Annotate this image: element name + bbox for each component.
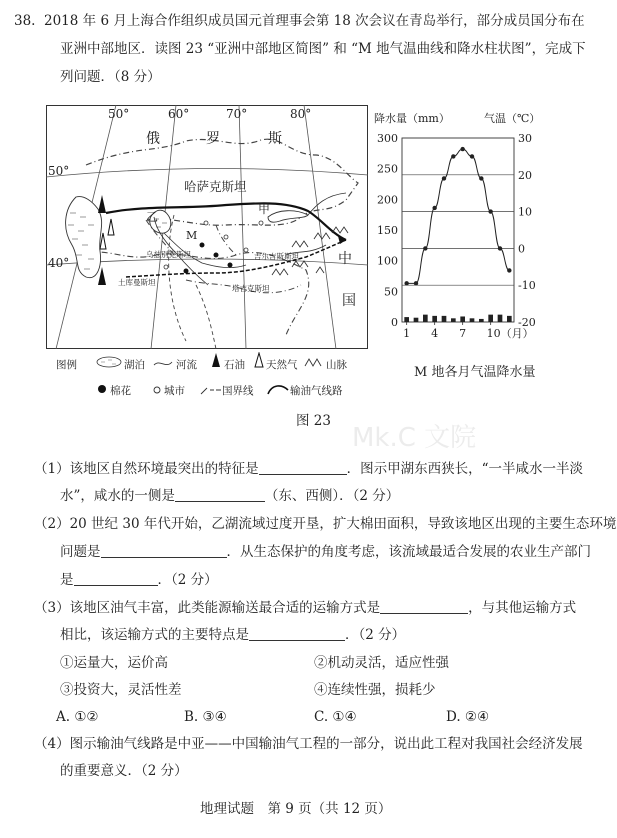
q2-blank-1[interactable] (101, 543, 227, 558)
q3-blank-2[interactable] (249, 626, 345, 641)
river-legend-icon (152, 357, 174, 369)
temperature-point (432, 206, 436, 210)
q2-line-2: 问题是 ．从生态保护的角度考虑，该流域最适合发展的农业生产部门 (60, 544, 591, 560)
intro-line-2: 亚洲中部地区．读图 23 “亚洲中部地区简图” 和 “M 地气温曲线和降水柱状图”，完成下 (60, 41, 586, 57)
q1-blank-1[interactable] (259, 460, 347, 475)
precip-tick-label: 200 (377, 193, 398, 207)
central-asia-map (46, 105, 368, 349)
temp-tick-label: 30 (518, 132, 532, 145)
temperature-point (507, 268, 511, 272)
q3-line-1: （3）该地区油气丰富，此类能源输送最合适的运输方式是 ，与其他运输方式 (34, 600, 577, 616)
temperature-point (479, 176, 483, 180)
q3-choice-d[interactable]: D. ②④ (446, 709, 490, 725)
precip-tick-label: 0 (391, 316, 398, 329)
precip-bar (498, 315, 503, 322)
temp-tick-label: -10 (518, 279, 536, 293)
month-tick-label: 7 (459, 327, 467, 340)
lake-legend-icon (96, 356, 122, 368)
precip-bar (507, 316, 512, 322)
label-china-1: 中 (338, 251, 352, 267)
legend-mountain: 山脉 (326, 359, 347, 371)
label-russia-2: 罗 (206, 131, 220, 147)
temperature-point (414, 281, 418, 285)
label-kazakhstan: 哈萨克斯坦 (184, 179, 247, 194)
legend-lake: 湖泊 (124, 359, 145, 371)
q3-option-4: ④连续性强，损耗少 (314, 682, 436, 698)
label-lake-jia: 甲 (258, 202, 271, 216)
gas-legend-icon (254, 352, 264, 368)
q1-blank-2[interactable] (175, 487, 265, 502)
lat-50: 50° (48, 164, 70, 178)
precip-bar (460, 316, 465, 322)
temperature-point (488, 209, 492, 213)
q2-line-1: （2）20 世纪 30 年代开始，乙湖流域过度开垦，扩大棉田面积，导致该地区出现的主要生态环境 (34, 516, 617, 532)
q3-choice-a[interactable]: A. ①② (56, 709, 99, 725)
label-tajik: 塔吉克斯坦 (232, 284, 270, 293)
chart-title: M 地各月气温降水量 (414, 365, 536, 380)
figure-caption: 图 23 (296, 413, 331, 429)
legend-title: 图例 (56, 359, 77, 371)
pipeline-legend-icon (266, 382, 290, 396)
temp-tick-label: 10 (518, 205, 532, 219)
lon-70: 70° (226, 107, 248, 121)
label-china-2: 国 (342, 293, 356, 309)
q3-option-2: ②机动灵活，适应性强 (314, 655, 449, 671)
q1-line-1: （1）该地区自然环境最突出的特征是 ．图示甲湖东西狭长，“一半咸水一半淡 (34, 461, 583, 477)
temp-axis-label: 气温（℃） (484, 112, 541, 125)
q3-line-2: 相比，该运输方式的主要特点是 ．（2 分） (60, 627, 406, 643)
mountain-legend-icon (304, 356, 326, 368)
precip-tick-label: 100 (377, 254, 398, 268)
question-number: 38. (14, 13, 36, 29)
precip-bar (432, 316, 437, 322)
precip-bar (488, 315, 493, 322)
precip-axis-label: 降水量（mm） (374, 112, 450, 125)
legend-gas: 天然气 (266, 359, 298, 371)
lat-40: 40° (48, 256, 70, 270)
page-footer: 地理试题 第 9 页（共 12 页） (200, 801, 392, 817)
lon-60: 60° (168, 107, 190, 121)
q1-line-2: 水”，咸水的一侧是 （东、西侧）．（2 分） (60, 488, 400, 504)
label-kyrgyz: 吉尔吉斯斯坦 (254, 252, 299, 261)
q4-line-1: （4）图示输油气线路是中亚——中国输油气工程的一部分，说出此工程对我国社会经济发展 (34, 736, 583, 752)
precip-bar (404, 317, 409, 322)
q3-choice-b[interactable]: B. ③④ (184, 709, 227, 725)
precip-bar (479, 319, 484, 322)
label-russia-1: 俄 (146, 131, 160, 147)
legend-cotton: 棉花 (110, 385, 131, 397)
legend-pipeline: 输油气线路 (290, 385, 343, 397)
month-tick-label: 4 (431, 327, 439, 340)
month-tick-label: 10（月） (486, 327, 534, 340)
label-point-m: M (186, 229, 198, 242)
temp-tick-label: 0 (518, 242, 525, 256)
temperature-point (404, 281, 408, 285)
label-turkmen: 土库曼斯坦 (118, 278, 156, 287)
precip-tick-label: 50 (384, 285, 398, 299)
precip-tick-label: 300 (377, 132, 398, 145)
q2-blank-2[interactable] (74, 571, 158, 586)
q3-option-1: ①运量大，运价高 (60, 655, 168, 671)
temperature-point (451, 154, 455, 158)
intro-line-1: 2018 年 6 月上海合作组织成员国元首理事会第 18 次会议在青岛举行，部分成员国分布在 (44, 13, 585, 29)
month-tick-label: 1 (403, 327, 411, 340)
lon-80: 80° (290, 107, 312, 121)
temp-tick-label: 20 (518, 168, 532, 182)
precip-bar (442, 316, 447, 322)
oil-legend-icon (211, 352, 221, 368)
temperature-line (407, 149, 510, 283)
legend-border: 国界线 (222, 385, 254, 397)
label-lake-yi: 乙 (146, 210, 159, 224)
temp-tick-label: -20 (518, 316, 536, 329)
climate-chart (372, 112, 552, 352)
temperature-point (460, 147, 464, 151)
legend-city: 城市 (164, 385, 185, 397)
temperature-point (498, 246, 502, 250)
border-legend-icon (200, 384, 222, 396)
q3-option-3: ③投资大，灵活性差 (60, 682, 182, 698)
temperature-point (442, 176, 446, 180)
temperature-point (470, 154, 474, 158)
city-legend-icon (152, 385, 162, 395)
q2-line-3: 是 ．（2 分） (60, 572, 218, 588)
lon-50: 50° (108, 107, 130, 121)
precip-bar (470, 318, 475, 322)
precip-bar (414, 318, 419, 322)
label-uzbek: 乌兹别克斯坦 (146, 250, 191, 259)
precip-tick-label: 250 (377, 162, 398, 176)
precip-tick-label: 150 (377, 224, 398, 237)
q3-blank-1[interactable] (380, 599, 468, 614)
intro-line-3: 列问题．（8 分） (60, 69, 161, 85)
precip-bar (423, 315, 428, 322)
temperature-point (423, 246, 427, 250)
watermark: Mk.C 文院 (352, 423, 477, 453)
legend-river: 河流 (176, 359, 197, 371)
q4-line-2: 的重要意义．（2 分） (60, 763, 188, 779)
q3-choice-c[interactable]: C. ①④ (314, 709, 357, 725)
precip-bar (451, 318, 456, 322)
label-russia-3: 斯 (268, 131, 282, 147)
legend-oil: 石油 (224, 359, 245, 371)
plot-frame (402, 138, 514, 322)
cotton-legend-icon (96, 383, 108, 395)
